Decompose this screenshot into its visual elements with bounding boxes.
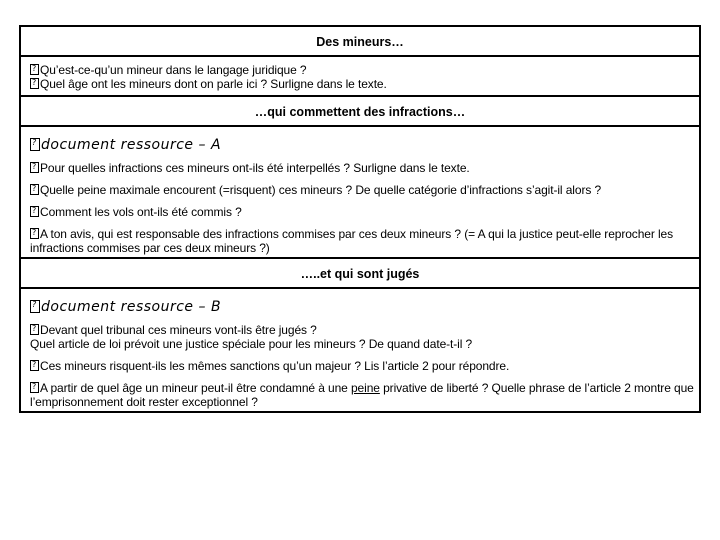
question-text-continued: Quel article de loi prévoit une justice spéciale pour les mineurs ? De quand date-t-il ? bbox=[30, 337, 473, 351]
question-text-part: A partir de quel âge un mineur peut-il être condamné à une bbox=[40, 381, 351, 395]
bullet-box-icon bbox=[30, 382, 39, 393]
section-juges bbox=[21, 289, 699, 411]
worksheet bbox=[19, 25, 701, 413]
question-text: Qu’est-ce-qu’un mineur dans le langage juridique ? bbox=[40, 63, 307, 77]
section-infractions bbox=[21, 127, 699, 259]
question-item bbox=[30, 183, 695, 197]
question-item bbox=[30, 359, 695, 373]
question-item bbox=[30, 205, 695, 219]
document-title-b bbox=[30, 299, 695, 315]
bullet-box-icon bbox=[30, 162, 39, 173]
question-text: Comment les vols ont-ils été commis ? bbox=[40, 205, 242, 219]
question-item bbox=[30, 161, 695, 175]
question-text: Quel âge ont les mineurs dont on parle ici ? Surligne dans le texte. bbox=[40, 77, 387, 91]
bullet-box-icon bbox=[30, 360, 39, 371]
bullet-box-icon bbox=[30, 206, 39, 217]
question-text: Quelle peine maximale encourent (=risquent) ces mineurs ? De quelle catégorie d’infractions s’agit-il alors ? bbox=[40, 183, 602, 197]
section-heading-infractions: …qui commettent des infractions… bbox=[21, 97, 699, 127]
document-title-text: document ressource – A bbox=[41, 137, 222, 153]
question-text: A ton avis, qui est responsable des infractions commises par ces deux mineurs ? (= A qui la justice peut-elle reprocher les infractions commises par ces deux mineurs ?) bbox=[30, 227, 674, 255]
section-mineurs bbox=[21, 57, 699, 97]
section-heading-juges: …..et qui sont jugés bbox=[21, 259, 699, 289]
question-text-part: privative de liberté ? Quelle phrase de l’article 2 montre que l’emprisonnement doit rester exceptionnel ? bbox=[30, 381, 694, 409]
question-item bbox=[30, 63, 695, 77]
question-item bbox=[30, 323, 695, 337]
bullet-box-icon bbox=[30, 78, 39, 89]
question-item bbox=[30, 381, 695, 409]
bullet-box-icon bbox=[30, 138, 40, 151]
bullet-box-icon bbox=[30, 184, 39, 195]
question-text: Ces mineurs risquent-ils les mêmes sanctions qu’un majeur ? Lis l’article 2 pour répondre. bbox=[40, 359, 510, 373]
document-title-a bbox=[30, 137, 695, 153]
question-text: Pour quelles infractions ces mineurs ont-ils été interpellés ? Surligne dans le texte. bbox=[40, 161, 470, 175]
bullet-box-icon bbox=[30, 64, 39, 75]
bullet-box-icon bbox=[30, 300, 40, 313]
bullet-box-icon bbox=[30, 324, 39, 335]
question-item bbox=[30, 227, 695, 255]
bullet-box-icon bbox=[30, 228, 39, 239]
document-title-text: document ressource – B bbox=[41, 299, 222, 315]
section-heading-mineurs: Des mineurs… bbox=[21, 27, 699, 57]
question-text: Devant quel tribunal ces mineurs vont-ils être jugés ? bbox=[40, 323, 317, 337]
question-item bbox=[30, 77, 695, 91]
underlined-word: peine bbox=[350, 381, 380, 395]
